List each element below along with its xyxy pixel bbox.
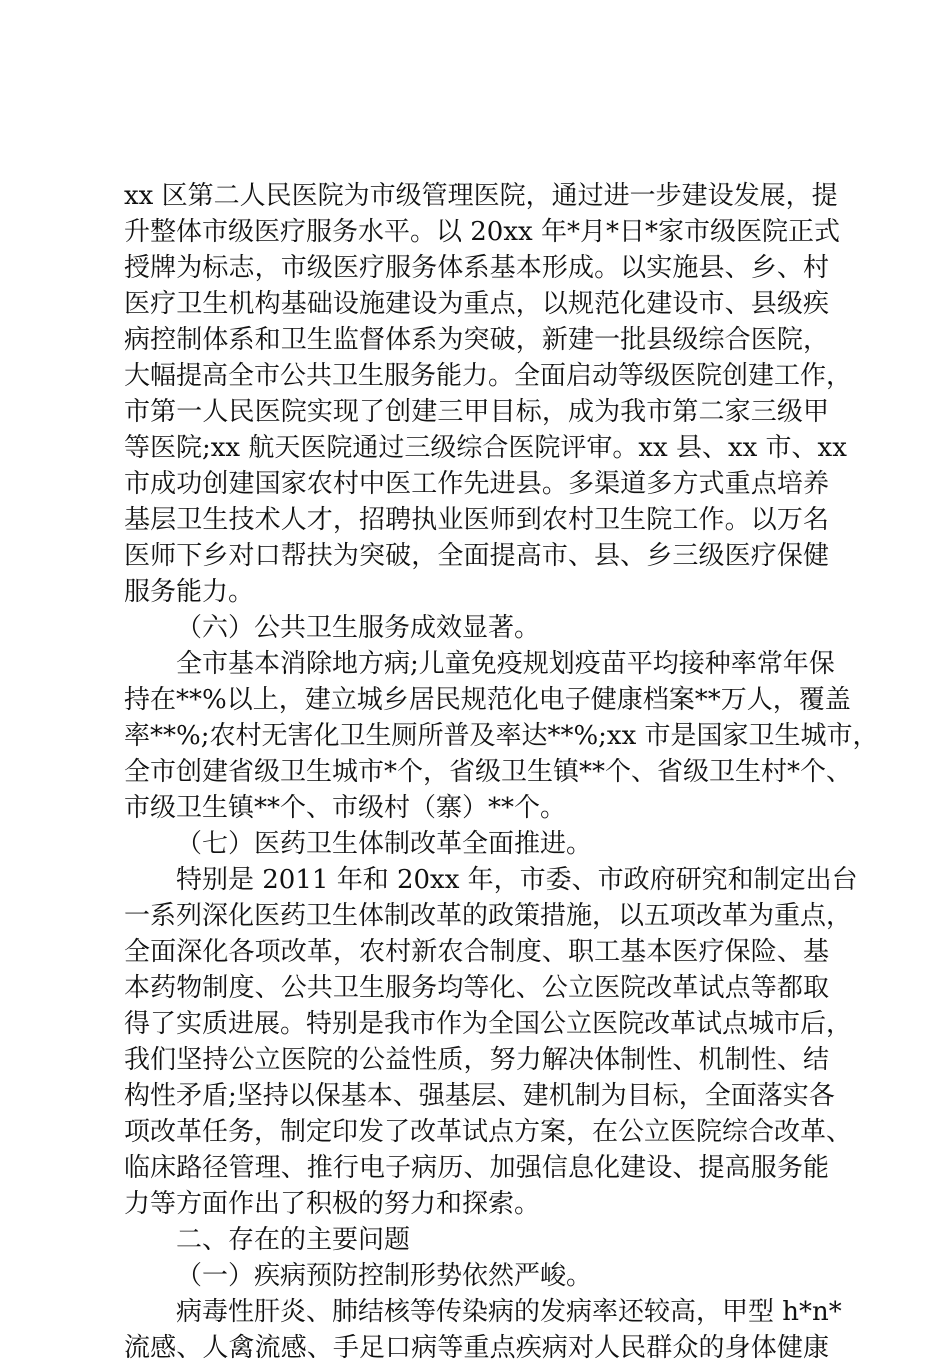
body-line: 基层卫生技术人才，招聘执业医师到农村卫生院工作。以万名 bbox=[124, 505, 829, 535]
body-line: 市级卫生镇**个、市级村（寨）**个。 bbox=[124, 793, 567, 823]
body-line: 构性矛盾;坚持以保基本、强基层、建机制为目标，全面落实各 bbox=[124, 1081, 835, 1111]
body-line: 市成功创建国家农村中医工作先进县。多渠道多方式重点培养 bbox=[124, 469, 829, 499]
body-line: 全市创建省级卫生城市*个，省级卫生镇**个、省级卫生村*个、 bbox=[124, 757, 853, 787]
section-heading: （七）医药卫生体制改革全面推进。 bbox=[176, 829, 593, 859]
body-line: 病毒性肝炎、肺结核等传染病的发病率还较高，甲型 h*n* bbox=[176, 1297, 842, 1327]
body-line: 授牌为标志，市级医疗服务体系基本形成。以实施县、乡、村 bbox=[124, 253, 829, 283]
body-line: xx 区第二人民医院为市级管理医院，通过进一步建设发展，提 bbox=[124, 181, 838, 211]
body-line: 市第一人民医院实现了创建三甲目标，成为我市第二家三级甲 bbox=[124, 397, 829, 427]
body-line: 医师下乡对口帮扶为突破，全面提高市、县、乡三级医疗保健 bbox=[124, 541, 829, 571]
body-line: 项改革任务，制定印发了改革试点方案，在公立医院综合改革、 bbox=[124, 1117, 853, 1147]
body-line: 医疗卫生机构基础设施建设为重点，以规范化建设市、县级疾 bbox=[124, 289, 829, 319]
body-line: 服务能力。 bbox=[124, 577, 255, 607]
body-line: 升整体市级医疗服务水平。以 20xx 年*月*日*家市级医院正式 bbox=[124, 217, 840, 247]
body-line: 率**%;农村无害化卫生厕所普及率达**%;xx 市是国家卫生城市， bbox=[124, 721, 879, 751]
body-line: 病控制体系和卫生监督体系为突破，新建一批县级综合医院， bbox=[124, 325, 829, 355]
section-heading: 二、存在的主要问题 bbox=[176, 1225, 411, 1255]
body-line: 等医院;xx 航天医院通过三级综合医院评审。xx 县、xx 市、xx bbox=[124, 433, 847, 463]
body-line: 大幅提高全市公共卫生服务能力。全面启动等级医院创建工作， bbox=[124, 361, 853, 391]
body-line: 临床路径管理、推行电子病历、加强信息化建设、提高服务能 bbox=[124, 1153, 829, 1183]
body-line: 一系列深化医药卫生体制改革的政策措施，以五项改革为重点， bbox=[124, 901, 853, 931]
body-line: 流感、人禽流感、手足口病等重点疾病对人民群众的身体健康 bbox=[124, 1333, 829, 1363]
body-line: 得了实质进展。特别是我市作为全国公立医院改革试点城市后， bbox=[124, 1009, 853, 1039]
body-line: 特别是 2011 年和 20xx 年，市委、市政府研究和制定出台 bbox=[176, 865, 858, 895]
section-heading: （六）公共卫生服务成效显著。 bbox=[176, 613, 541, 643]
body-line: 我们坚持公立医院的公益性质，努力解决体制性、机制性、结 bbox=[124, 1045, 829, 1075]
body-line: 力等方面作出了积极的努力和探索。 bbox=[124, 1189, 541, 1219]
body-line: 本药物制度、公共卫生服务均等化、公立医院改革试点等都取 bbox=[124, 973, 829, 1003]
body-line: 全市基本消除地方病;儿童免疫规划疫苗平均接种率常年保 bbox=[176, 649, 835, 679]
body-line: 持在**%以上，建立城乡居民规范化电子健康档案**万人，覆盖 bbox=[124, 685, 851, 715]
section-heading: （一）疾病预防控制形势依然严峻。 bbox=[176, 1261, 593, 1291]
body-line: 全面深化各项改革，农村新农合制度、职工基本医疗保险、基 bbox=[124, 937, 829, 967]
